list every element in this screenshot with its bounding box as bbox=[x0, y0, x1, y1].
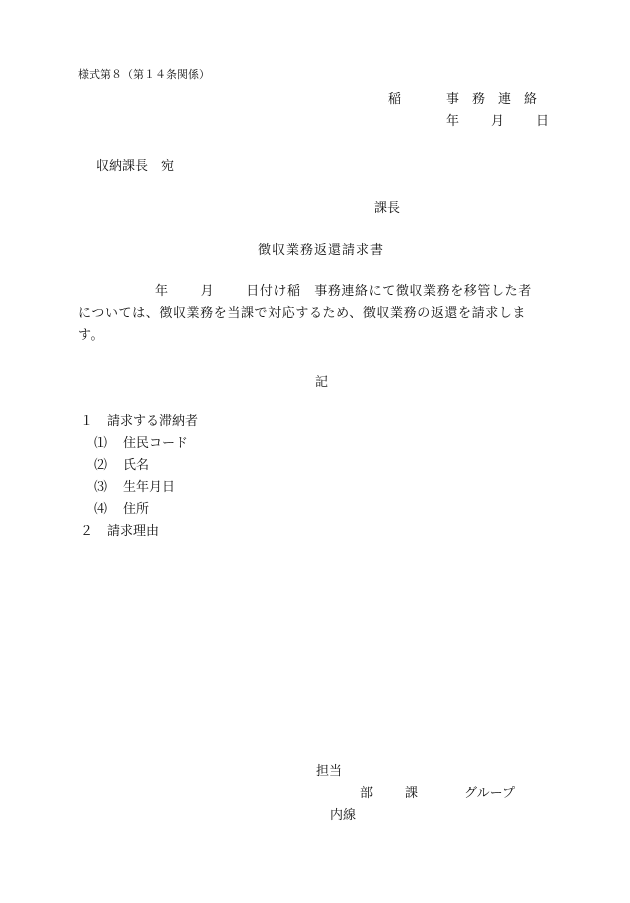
contact-section: 課 bbox=[405, 786, 419, 801]
reference-prefix: 稲 bbox=[388, 92, 402, 107]
sub-item-3-label: 生年月日 bbox=[123, 480, 176, 495]
sub-item-3-number: ⑶ bbox=[94, 480, 108, 495]
sub-item-1 bbox=[94, 432, 188, 451]
sub-item-3 bbox=[94, 476, 175, 495]
item-1-label: 請求する滞納者 bbox=[107, 414, 199, 429]
sub-item-1-label: 住民コード bbox=[123, 436, 189, 451]
item-2 bbox=[80, 520, 159, 539]
body-line-2: については、徴収業務を当課で対応するため、徴収業務の返還を請求しま bbox=[78, 306, 527, 321]
item-2-number: ２ bbox=[80, 524, 94, 539]
form-number: 様式第８（第１４条関係） bbox=[78, 68, 210, 81]
body-line-1-text: 日付け稲 事務連絡にて徴収業務を移管した者 bbox=[246, 284, 532, 299]
document-title: 徴収業務返還請求書 bbox=[258, 243, 385, 258]
sub-item-4-number: ⑷ bbox=[94, 502, 108, 517]
contact-label: 担当 bbox=[316, 764, 343, 779]
addressee: 収納課長 宛 bbox=[96, 159, 175, 174]
contact-extension: 内線 bbox=[330, 808, 357, 823]
sub-item-2-label: 氏名 bbox=[123, 458, 150, 473]
sub-item-4 bbox=[94, 498, 149, 517]
sub-item-2 bbox=[94, 454, 149, 473]
body-paragraph bbox=[78, 281, 568, 347]
sub-item-2-number: ⑵ bbox=[94, 458, 108, 473]
contact-group: グループ bbox=[464, 786, 515, 801]
body-line-1 bbox=[78, 281, 568, 303]
body-month: 月 bbox=[200, 284, 215, 299]
sub-item-1-number: ⑴ bbox=[94, 436, 108, 451]
date-day-label: 日 bbox=[536, 114, 550, 129]
item-2-label: 請求理由 bbox=[107, 524, 160, 539]
sub-item-4-label: 住所 bbox=[123, 502, 150, 517]
ki-heading: 記 bbox=[315, 375, 329, 390]
date-month-label: 月 bbox=[491, 114, 505, 129]
body-line-3: す。 bbox=[78, 328, 105, 343]
date-year-label: 年 bbox=[446, 114, 460, 129]
item-1 bbox=[80, 410, 198, 429]
item-1-number: １ bbox=[80, 414, 94, 429]
sender: 課長 bbox=[374, 201, 401, 216]
reference-label: 事 務 連 絡 bbox=[446, 92, 538, 107]
body-year: 年 bbox=[155, 284, 169, 299]
contact-department: 部 bbox=[360, 786, 374, 801]
